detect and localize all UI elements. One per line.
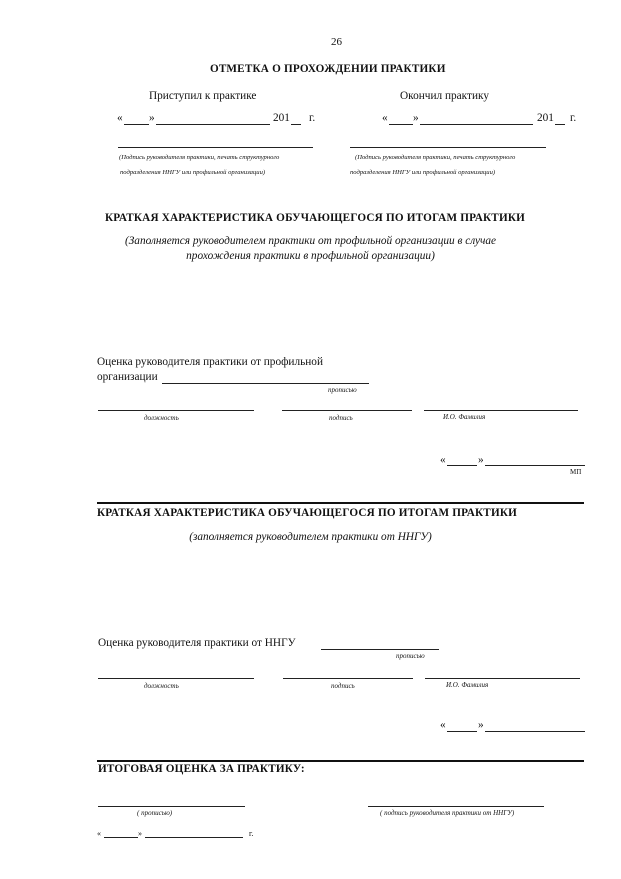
section-title-final-grade: ИТОГОВАЯ ОЦЕНКА ЗА ПРАКТИКУ: <box>98 763 305 775</box>
section-title-attendance: ОТМЕТКА О ПРОХОЖДЕНИИ ПРАКТИКИ <box>210 63 446 75</box>
final-signature-field[interactable] <box>368 806 544 807</box>
signature-org-caption: подпись <box>329 414 353 422</box>
signature-nngu-caption: подпись <box>331 682 355 690</box>
position-org-field[interactable] <box>98 410 254 411</box>
name-org-field[interactable] <box>424 410 578 411</box>
finished-label: Окончил практику <box>400 90 489 102</box>
name-nngu-field[interactable] <box>425 678 580 679</box>
grade-org-field[interactable] <box>162 383 369 384</box>
signature-nngu-field[interactable] <box>283 678 413 679</box>
final-grade-in-words: ( прописью) <box>137 809 173 817</box>
section-title-characteristic-org: КРАТКАЯ ХАРАКТЕРИСТИКА ОБУЧАЮЩЕГОСЯ ПО ИТОГАМ ПРАКТИКИ <box>105 212 526 224</box>
grade-nngu-label: Оценка руководителя практики от ННГУ <box>98 637 296 649</box>
grade-nngu-in-words: прописью <box>396 652 425 660</box>
section-divider-2 <box>97 760 584 762</box>
note-org-line-2: прохождения практики в профильной организации) <box>186 250 435 262</box>
page-number: 26 <box>331 36 342 48</box>
name-nngu-caption: И.О. Фамилия <box>446 681 489 689</box>
stamp-label: МП <box>570 468 582 476</box>
section-divider <box>97 502 584 504</box>
signature-caption-left-1: (Подпись руководителя практики, печать структурного <box>119 154 280 161</box>
signature-line-right[interactable] <box>350 147 546 148</box>
final-signature-caption: ( подпись руководителя практики от ННГУ) <box>380 809 515 817</box>
position-nngu-caption: должность <box>144 682 179 690</box>
signature-line-left[interactable] <box>118 147 313 148</box>
grade-org-in-words: прописью <box>328 386 357 394</box>
note-nngu: (заполняется руководителем практики от ННГУ) <box>189 531 432 543</box>
position-nngu-field[interactable] <box>98 678 254 679</box>
final-grade-field[interactable] <box>98 806 245 807</box>
position-org-caption: должность <box>144 414 179 422</box>
note-org-line-1: (Заполняется руководителем практики от профильной организации в случае <box>124 235 497 247</box>
signature-caption-left-2: подразделения ННГУ или профильной организации) <box>120 169 266 176</box>
grade-org-label-2: организации <box>97 371 158 383</box>
started-label: Приступил к практике <box>149 90 257 102</box>
grade-nngu-field[interactable] <box>321 649 439 650</box>
signature-caption-right-1: (Подпись руководителя практики, печать структурного <box>355 154 516 161</box>
signature-org-field[interactable] <box>282 410 412 411</box>
section-title-characteristic-nngu: КРАТКАЯ ХАРАКТЕРИСТИКА ОБУЧАЮЩЕГОСЯ ПО ИТОГАМ ПРАКТИКИ <box>97 507 518 519</box>
signature-caption-right-2: подразделения ННГУ или профильной организации) <box>350 169 496 176</box>
name-org-caption: И.О. Фамилия <box>443 413 486 421</box>
grade-org-label-1: Оценка руководителя практики от профильной <box>97 356 323 368</box>
